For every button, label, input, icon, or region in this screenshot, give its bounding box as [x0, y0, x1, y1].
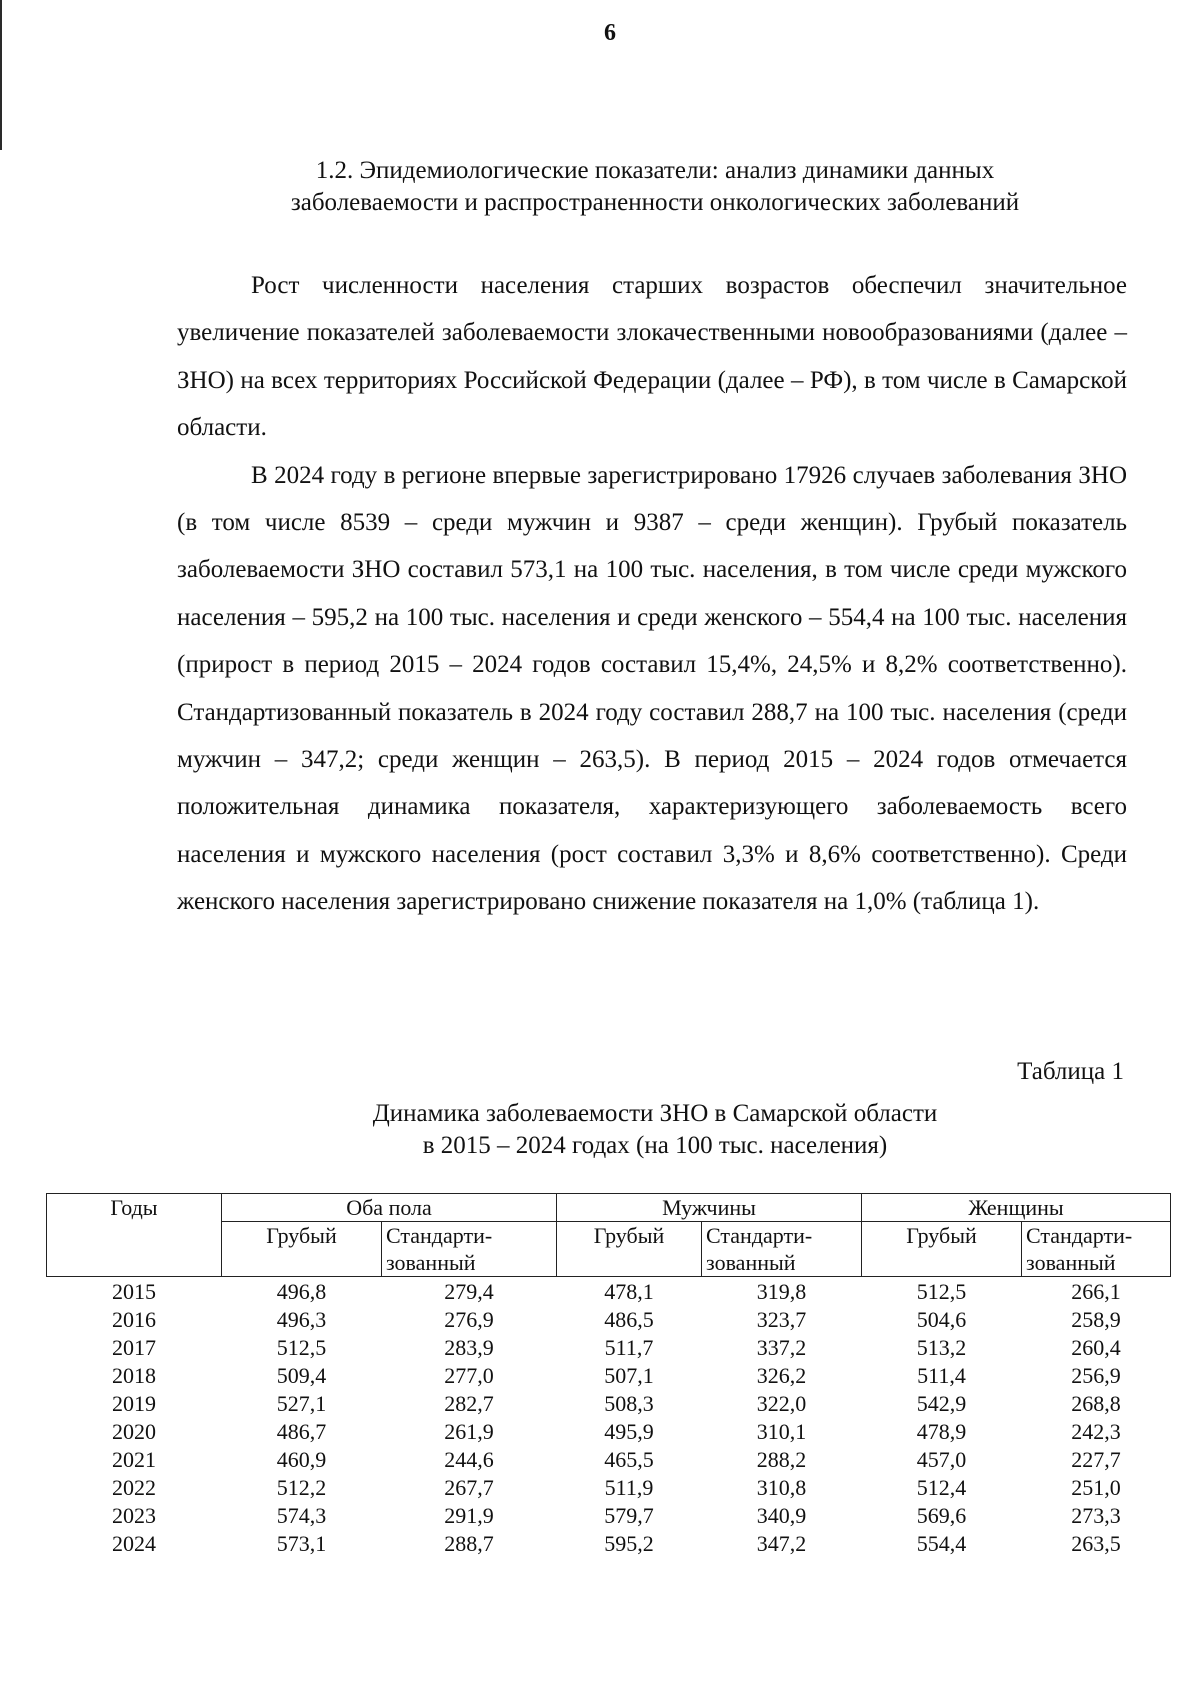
value-cell: 283,9 — [444, 1334, 494, 1360]
value-cell: 513,2 — [916, 1334, 967, 1360]
value-cell: 288,2 — [756, 1446, 807, 1472]
section-title-line-1: 1.2. Эпидемиологические показатели: анализ динамики данных — [315, 157, 995, 184]
header-men: Мужчины — [557, 1194, 862, 1222]
value-cell: 569,6 — [916, 1502, 967, 1528]
table-row — [47, 1305, 1171, 1333]
header-both-sexes: Оба пола — [222, 1194, 557, 1222]
value-cell: 486,5 — [604, 1306, 654, 1332]
table-row — [47, 1333, 1171, 1361]
header-both-standardized: Стандарти- зованный — [382, 1222, 557, 1277]
value-cell: 244,6 — [444, 1446, 494, 1472]
value-cell: 486,7 — [276, 1418, 327, 1444]
value-cell: 504,6 — [916, 1306, 967, 1332]
value-cell: 347,2 — [756, 1530, 807, 1556]
value-cell: 227,7 — [1071, 1446, 1121, 1472]
value-cell: 511,9 — [604, 1474, 654, 1500]
year-cell: 2021 — [112, 1446, 156, 1472]
year-cell: 2022 — [112, 1474, 156, 1500]
value-cell: 478,1 — [604, 1278, 654, 1304]
header-both-rough: Грубый — [222, 1222, 382, 1277]
table-row — [47, 1529, 1171, 1557]
value-cell: 554,4 — [916, 1530, 967, 1556]
year-cell: 2016 — [112, 1306, 156, 1332]
year-cell: 2018 — [112, 1362, 156, 1388]
header-men-standardized: Стандарти- зованный — [702, 1222, 862, 1277]
year-cell: 2015 — [112, 1278, 156, 1304]
value-cell: 319,8 — [756, 1278, 807, 1304]
value-cell: 512,5 — [916, 1278, 967, 1304]
value-cell: 261,9 — [444, 1418, 494, 1444]
value-cell: 277,0 — [444, 1362, 494, 1388]
value-cell: 496,8 — [276, 1278, 327, 1304]
value-cell: 512,4 — [916, 1474, 967, 1500]
year-cell: 2019 — [112, 1390, 156, 1416]
header-men-rough: Грубый — [557, 1222, 702, 1277]
table-row — [47, 1389, 1171, 1417]
value-cell: 310,1 — [756, 1418, 807, 1444]
table-row — [47, 1277, 1171, 1306]
value-cell: 496,3 — [276, 1306, 327, 1332]
value-cell: 511,4 — [917, 1362, 966, 1388]
table-header-row-1 — [47, 1194, 1171, 1222]
value-cell: 457,0 — [916, 1446, 967, 1472]
value-cell: 478,9 — [916, 1418, 967, 1444]
table-row — [47, 1361, 1171, 1389]
header-women: Женщины — [862, 1194, 1171, 1222]
value-cell: 337,2 — [756, 1334, 807, 1360]
value-cell: 310,8 — [756, 1474, 807, 1500]
value-cell: 256,9 — [1071, 1362, 1121, 1388]
value-cell: 267,7 — [444, 1474, 494, 1500]
body-text — [177, 262, 1127, 926]
value-cell: 282,7 — [444, 1390, 494, 1416]
value-cell: 323,7 — [756, 1306, 807, 1332]
value-cell: 508,3 — [604, 1390, 654, 1416]
value-cell: 595,2 — [604, 1530, 654, 1556]
value-cell: 507,1 — [604, 1362, 654, 1388]
value-cell: 263,5 — [1071, 1530, 1121, 1556]
value-cell: 495,9 — [604, 1418, 654, 1444]
page-number: 6 — [604, 20, 616, 46]
year-cell: 2023 — [112, 1502, 156, 1528]
table-row — [47, 1445, 1171, 1473]
value-cell: 279,4 — [444, 1278, 494, 1304]
value-cell: 276,9 — [444, 1306, 494, 1332]
value-cell: 465,5 — [604, 1446, 654, 1472]
value-cell: 266,1 — [1071, 1278, 1121, 1304]
value-cell: 268,8 — [1071, 1390, 1121, 1416]
value-cell: 340,9 — [756, 1502, 807, 1528]
section-title — [190, 155, 1120, 219]
table-caption-line-1: Динамика заболеваемости ЗНО в Самарской области — [372, 1100, 938, 1127]
table-row — [47, 1417, 1171, 1445]
paragraph-2: В 2024 году в регионе впервые зарегистрировано 17926 случаев заболевания ЗНО (в том числе 8539 – среди мужчин и 9387 – среди женщин). Грубый показатель заболеваемости ЗНО составил 573,1 на 100 тыс. населения, в том числе среди мужского населения – 595,2 на 100 тыс. населения и среди женского – 554,4 на 100 тыс. населения (прирост в период 2015 – 2024 годов составил 15,4%, 24,5% и 8,2% соответственно). Стандартизованный показатель в 2024 году составил 288,7 на 100 тыс. населения (среди мужчин – 347,2; среди женщин – 263,5). В период 2015 – 2024 годов отмечается положительная динамика показателя, характеризующего заболеваемость всего населения и мужского населения (рост составил 3,3% и 8,6% соответственно). Среди женского населения зарегистрировано снижение показателя на 1,0% (таблица 1). — [177, 461, 1127, 916]
value-cell: 573,1 — [276, 1530, 327, 1556]
value-cell: 512,5 — [276, 1334, 327, 1360]
section-title-line-2: заболеваемости и распространенности онкологических заболеваний — [290, 189, 1020, 216]
value-cell: 574,3 — [276, 1502, 327, 1528]
value-cell: 258,9 — [1071, 1306, 1121, 1332]
value-cell: 242,3 — [1071, 1418, 1121, 1444]
value-cell: 579,7 — [604, 1502, 654, 1528]
value-cell: 542,9 — [916, 1390, 967, 1416]
value-cell: 273,3 — [1071, 1502, 1121, 1528]
value-cell: 512,2 — [276, 1474, 327, 1500]
header-women-rough: Грубый — [862, 1222, 1022, 1277]
header-years: Годы — [47, 1194, 222, 1277]
header-women-standardized: Стандарти- зованный — [1022, 1222, 1171, 1277]
table-label: Таблица 1 — [1017, 1058, 1124, 1085]
value-cell: 322,0 — [756, 1390, 807, 1416]
year-cell: 2024 — [112, 1530, 156, 1556]
value-cell: 527,1 — [276, 1390, 327, 1416]
year-cell: 2020 — [112, 1418, 156, 1444]
value-cell: 511,7 — [604, 1334, 654, 1360]
table-body — [47, 1277, 1171, 1558]
paragraph-1: Рост численности населения старших возрастов обеспечил значительное увеличение показателей заболеваемости злокачественными новообразованиями (далее – ЗНО) на всех территориях Российской Федерации (далее – РФ), в том числе в Самарской области. — [177, 272, 1127, 442]
table-row — [47, 1473, 1171, 1501]
value-cell: 288,7 — [444, 1530, 494, 1556]
table-caption — [190, 1098, 1120, 1162]
table-row — [47, 1501, 1171, 1529]
value-cell: 251,0 — [1071, 1474, 1121, 1500]
value-cell: 509,4 — [276, 1362, 327, 1388]
table-caption-line-2: в 2015 – 2024 годах (на 100 тыс. населения) — [422, 1132, 888, 1159]
value-cell: 326,2 — [756, 1362, 807, 1388]
value-cell: 460,9 — [276, 1446, 327, 1472]
year-cell: 2017 — [112, 1334, 156, 1360]
value-cell: 260,4 — [1071, 1334, 1121, 1360]
incidence-table — [46, 1193, 1171, 1557]
value-cell: 291,9 — [444, 1502, 494, 1528]
